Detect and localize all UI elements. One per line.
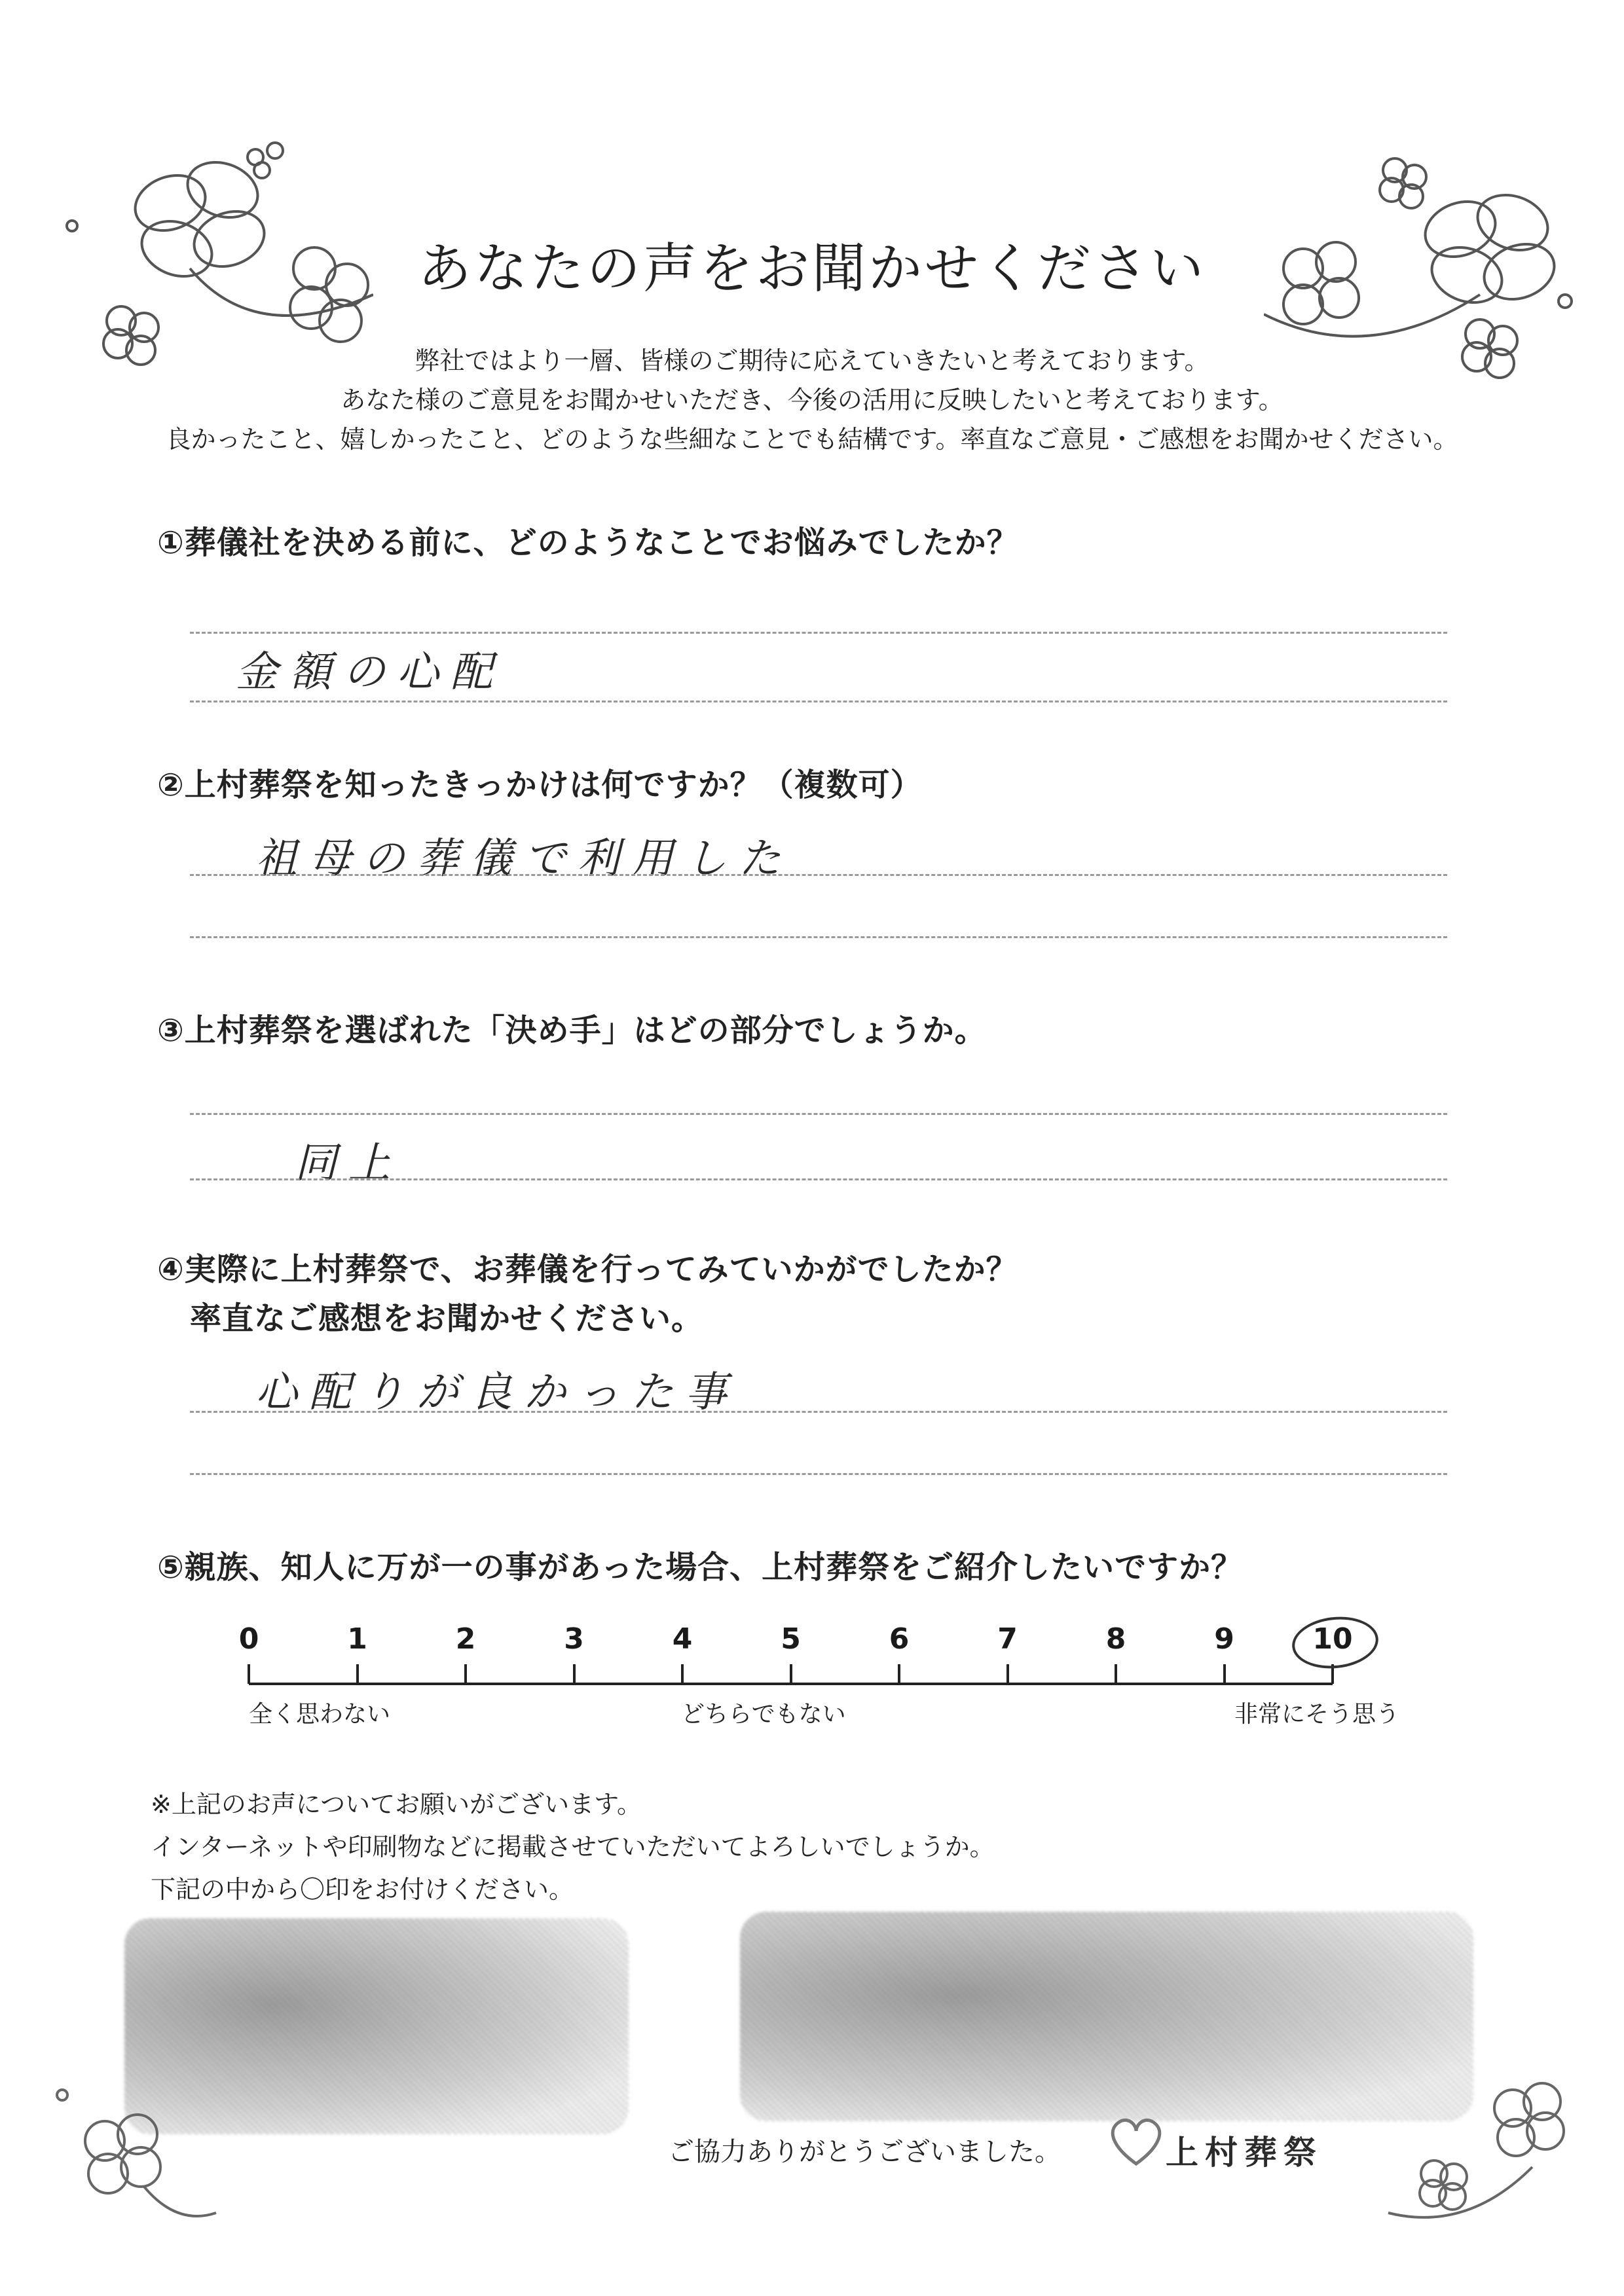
clover-icon — [1494, 2083, 1564, 2156]
selected-circle-mark — [1289, 1613, 1380, 1672]
scale-number-7[interactable]: 7 — [997, 1622, 1018, 1656]
page-title: あなたの声をお聞かせください — [417, 238, 1206, 300]
scale-tick — [1223, 1664, 1226, 1684]
answer-line — [190, 936, 1447, 938]
answer-4: 心配りが良かった事 — [255, 1368, 739, 1417]
answer-line — [190, 1473, 1447, 1475]
question-4: ④実際に上村葬祭で、お葬儀を行ってみていかがでしたか？ — [157, 1251, 1018, 1288]
redacted-area — [124, 1918, 629, 2134]
intro-line-2: あなた様のご意見をお聞かせいただき、今後の活用に反映したいと考えております。 — [341, 386, 1283, 414]
clover-icon — [1420, 2160, 1467, 2210]
question-1: ①葬儀社を決める前に、どのようなことでお悩みでしたか？ — [157, 524, 1019, 561]
note-line-3: 下記の中から〇印をお付けください。 — [151, 1875, 574, 1904]
scale-number-1[interactable]: 1 — [347, 1622, 367, 1656]
scale-number-4[interactable]: 4 — [672, 1622, 693, 1656]
scale-number-8[interactable]: 8 — [1105, 1622, 1126, 1656]
scale-number-2[interactable]: 2 — [455, 1622, 476, 1656]
heart-icon — [1107, 2108, 1166, 2174]
scale-number-10[interactable]: 10 — [1312, 1622, 1353, 1656]
question-3: ③上村葬祭を選ばれた「決め手」はどの部分でしょうか。 — [157, 1012, 987, 1049]
note-line-2: インターネットや印刷物などに掲載させていただいてよろしいでしょうか。 — [151, 1832, 995, 1861]
clover-icon — [1380, 158, 1426, 208]
footer-thanks: ご協力ありがとうございました。 — [668, 2137, 1061, 2167]
question-4-sub: 率直なご感想をお聞かせください。 — [190, 1300, 704, 1337]
answer-1: 金額の心配 — [236, 648, 504, 697]
scale-number-0[interactable]: 0 — [238, 1622, 259, 1656]
scale-tick — [356, 1664, 359, 1684]
intro-line-3: 良かったこと、嬉しかったこと、どのような些細なことでも結構です。率直なご意見・ご感想をお聞かせください。 — [166, 425, 1458, 454]
question-5: ⑤親族、知人に万が一の事があった場合、上村葬祭をご紹介したいですか？ — [157, 1549, 1244, 1586]
scale-tick — [1115, 1664, 1117, 1684]
scale-number-6[interactable]: 6 — [889, 1622, 910, 1656]
scale-tick — [248, 1664, 250, 1684]
scale-tick — [573, 1664, 576, 1684]
answer-2: 祖母の葬儀で利用した — [255, 835, 792, 883]
scale-tick — [464, 1664, 467, 1684]
scale-number-5[interactable]: 5 — [781, 1622, 801, 1656]
answer-line — [190, 1178, 1447, 1180]
answer-line — [190, 1411, 1447, 1413]
scale-tick — [898, 1664, 900, 1684]
answer-line — [190, 874, 1447, 876]
scale-tick — [790, 1664, 792, 1684]
redacted-area — [740, 1912, 1473, 2121]
scale-label-high: 非常にそう思う — [1234, 1701, 1400, 1728]
answer-line — [190, 632, 1447, 634]
scale-number-9[interactable]: 9 — [1214, 1622, 1234, 1656]
question-2: ②上村葬祭を知ったきっかけは何ですか？（複数可） — [157, 767, 923, 803]
scale-tick — [1006, 1664, 1009, 1684]
answer-line — [190, 701, 1447, 702]
note-line-1: ※上記のお声についてお願いがございます。 — [151, 1790, 642, 1819]
company-logo: 上村葬祭 — [1166, 2134, 1323, 2172]
answer-3: 同上 — [295, 1139, 402, 1188]
scale-tick — [681, 1664, 684, 1684]
scale-label-mid: どちらでもない — [681, 1701, 846, 1728]
scale-label-low: 全く思わない — [249, 1701, 391, 1728]
scale-number-3[interactable]: 3 — [564, 1622, 584, 1656]
answer-line — [190, 1113, 1447, 1115]
intro-line-1: 弊社ではより一層、皆様のご期待に応えていきたいと考えております。 — [415, 346, 1209, 375]
